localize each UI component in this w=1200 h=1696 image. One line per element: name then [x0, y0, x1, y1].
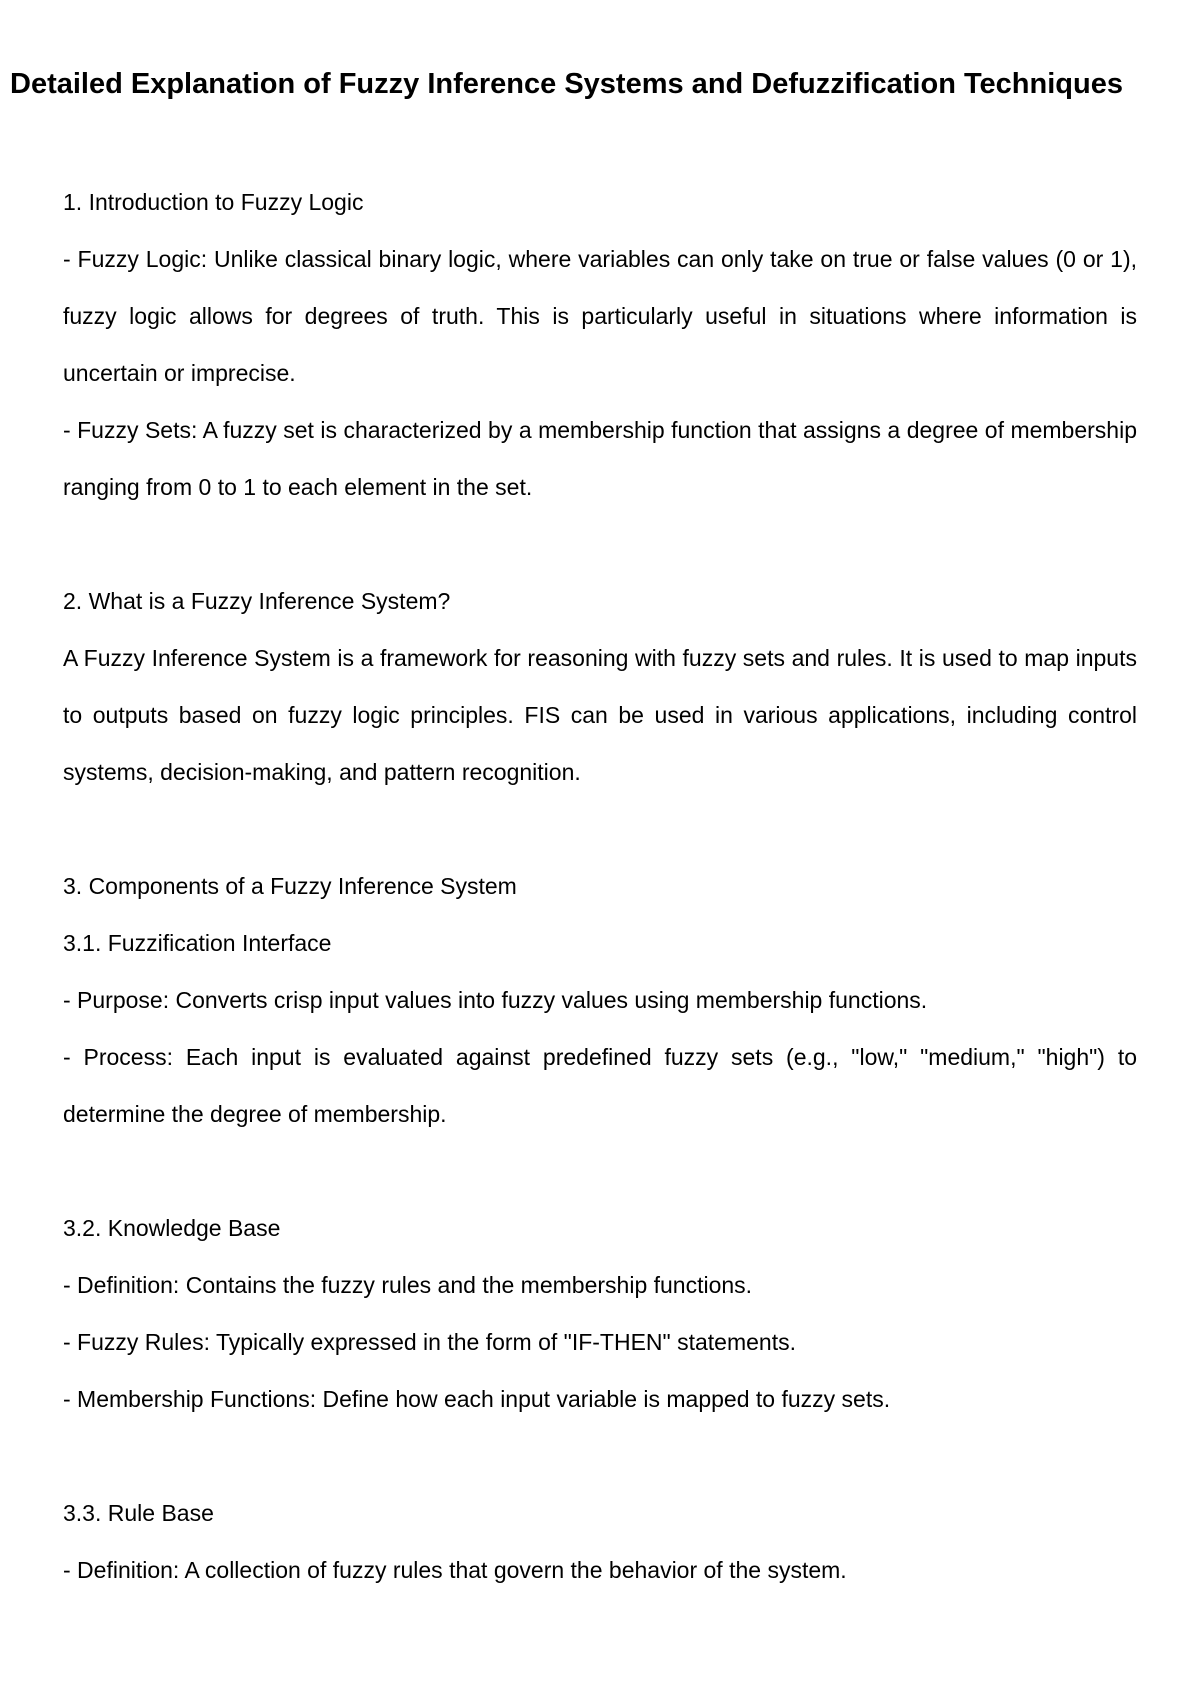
section-heading-fis: 2. What is a Fuzzy Inference System? — [63, 588, 451, 614]
paragraph-membership-functions: - Membership Functions: Define how each input variable is mapped to fuzzy sets. — [63, 1386, 891, 1412]
paragraph-rule-base-definition: - Definition: A collection of fuzzy rules that govern the behavior of the system. — [63, 1557, 847, 1583]
paragraph-fuzzification-purpose: - Purpose: Converts crisp input values into fuzzy values using membership functions. — [63, 987, 928, 1013]
subsection-heading-fuzzification: 3.1. Fuzzification Interface — [63, 930, 332, 956]
section-heading-components: 3. Components of a Fuzzy Inference System — [63, 873, 517, 899]
paragraph-fuzzy-sets: - Fuzzy Sets: A fuzzy set is characterized by a membership function that assigns a degree of membership ranging from 0 to 1 to each element in the set. — [63, 417, 1137, 500]
page-title: Detailed Explanation of Fuzzy Inference Systems and Defuzzification Techniques — [10, 68, 1123, 100]
section-spacer — [63, 1143, 1137, 1200]
paragraph-fis-definition: A Fuzzy Inference System is a framework for reasoning with fuzzy sets and rules. It is used to map inputs to outputs based on fuzzy logic principles. FIS can be used in various applications, including control systems, decision-making, and pattern recognition. — [63, 645, 1137, 785]
document-body — [63, 174, 1137, 1599]
paragraph-fuzzy-logic: - Fuzzy Logic: Unlike classical binary logic, where variables can only take on true or false values (0 or 1), fuzzy logic allows for degrees of truth. This is particularly useful in situations where information is uncertain or imprecise. — [63, 246, 1137, 386]
subsection-heading-rule-base: 3.3. Rule Base — [63, 1500, 214, 1526]
paragraph-fuzzification-process: - Process: Each input is evaluated against predefined fuzzy sets (e.g., "low," "medium," "high") to determine the degree of membership. — [63, 1044, 1137, 1127]
paragraph-fuzzy-rules: - Fuzzy Rules: Typically expressed in the form of "IF-THEN" statements. — [63, 1329, 796, 1355]
subsection-heading-knowledge-base: 3.2. Knowledge Base — [63, 1215, 281, 1241]
section-spacer — [63, 1428, 1137, 1485]
paragraph-knowledge-base-definition: - Definition: Contains the fuzzy rules and the membership functions. — [63, 1272, 753, 1298]
section-spacer — [63, 801, 1137, 858]
section-spacer — [63, 516, 1137, 573]
section-heading-intro: 1. Introduction to Fuzzy Logic — [63, 189, 364, 215]
